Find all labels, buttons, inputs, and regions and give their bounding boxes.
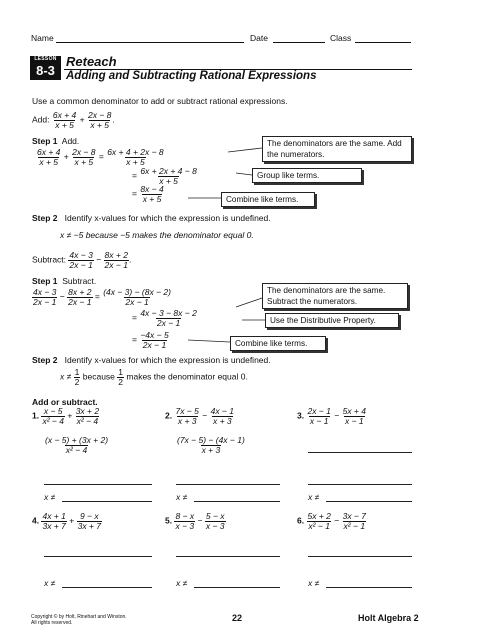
sub-callout-same-denominators: The denominators are the same. Subtract the numerators. xyxy=(262,283,408,309)
add-problem: Add: $\frac{6x + 4}{x + 5}$ + $\frac{2x - 8}{x + 5}$ . xyxy=(32,110,115,130)
x-not-equal-5: x ≠ xyxy=(176,578,188,588)
sub-callout-combine: Combine like terms. xyxy=(230,336,326,351)
answer-line[interactable] xyxy=(194,501,280,502)
problem-1: 1. $\frac{x - 5}{\text{x² − 4}}$ + $\frac{3x + 2}{\text{x² − 4}}$ xyxy=(32,406,100,426)
rights-text: All rights reserved. xyxy=(31,620,73,626)
exercises-heading: Add or subtract. xyxy=(32,397,98,407)
problem-5: 5. $\frac{8 - x}{x - 3}$ − $\frac{5 - x}{x - 3}$ xyxy=(165,511,225,531)
footer-copyright xyxy=(31,614,127,626)
date-label: Date xyxy=(250,33,268,43)
sub-exclusion: x ≠ $\frac{1}{2}$ because $\frac{1}{2}$ makes the denominator equal 0. xyxy=(60,367,248,387)
add-callout-same-denominators: The denominators are the same. Add the numerators. xyxy=(262,136,412,162)
problem-6: 6. $\frac{5x + 2}{\text{x² − 1}}$ − $\frac{3x - 7}{\text{x² − 1}}$ xyxy=(297,511,366,531)
problem-1-work: $\frac{(x - 5) + (3x + 2)}{\text{x² − 4}}$ xyxy=(45,435,109,455)
x-not-equal-4: x ≠ xyxy=(44,578,56,588)
sub-line2: = $\frac{4x - 3 - 8x - 2}{2x - 1}$ xyxy=(132,308,197,328)
sub-line3: = $\frac{-4x - 5}{2x - 1}$ xyxy=(132,330,169,350)
problem-2: 2. $\frac{7x - 5}{x + 3}$ − $\frac{4x - 1}{x + 3}$ xyxy=(165,406,234,426)
sub-line1: $\frac{4x - 3}{2x - 1}$ − $\frac{8x + 2}{2x - 1}$ = $\frac{(4x - 3) - (8x - 2)}{2x - 1}$ xyxy=(33,287,171,307)
answer-line[interactable] xyxy=(326,587,412,588)
lesson-tag: LESSON xyxy=(34,56,57,62)
class-label: Class xyxy=(330,33,352,43)
problem-3: 3. $\frac{2x - 1}{x - 1}$ − $\frac{5x + 4}{x - 1}$ xyxy=(297,406,366,426)
page-number: 22 xyxy=(232,613,243,623)
answer-line[interactable] xyxy=(308,452,412,453)
x-not-equal-6: x ≠ xyxy=(308,578,320,588)
answer-line[interactable] xyxy=(62,587,152,588)
name-label: Name xyxy=(31,33,54,43)
answer-line[interactable] xyxy=(194,587,280,588)
sub-problem: Subtract: $\frac{4x - 3}{2x - 1}$ − $\frac{8x + 2}{2x - 1}$ . xyxy=(32,250,132,270)
copyright-text: Copyright © by Holt, Rinehart and Winston. xyxy=(31,614,127,620)
add-line1: $\frac{6x + 4}{x + 5}$ + $\frac{2x - 8}{x + 5}$ = $\frac{6x + 4 + 2x - 8}{x + 5}$ xyxy=(37,147,164,167)
add-callout-combine: Combine like terms. xyxy=(221,192,315,207)
add-line2: = $\frac{6x + 2x + 4 - 8}{x + 5}$ xyxy=(132,166,197,186)
answer-line[interactable] xyxy=(176,484,280,485)
x-not-equal-3: x ≠ xyxy=(308,492,320,502)
reteach-label: Reteach xyxy=(66,54,117,69)
add-step2: Step 2 Identify x-values for which the expression is undefined. xyxy=(32,213,271,223)
sub-step1: Step 1 Subtract. xyxy=(32,276,97,286)
intro-text: Use a common denominator to add or subtract rational expressions. xyxy=(32,96,288,106)
lesson-title: Adding and Subtracting Rational Expressions xyxy=(66,70,317,82)
add-label: Add: xyxy=(32,114,50,125)
answer-line[interactable] xyxy=(44,484,152,485)
add-exclusion: x ≠ −5 because −5 makes the denominator equal 0. xyxy=(60,230,254,240)
problem-4: 4. $\frac{4x + 1}{3x + 7}$ + $\frac{9 - x}{3x + 7}$ xyxy=(32,511,101,531)
answer-line[interactable] xyxy=(308,556,412,557)
book-title: Holt Algebra 2 xyxy=(358,613,419,623)
lesson-number: 8-3 xyxy=(36,63,55,78)
add-line3: = $\frac{8x - 4}{x + 5}$ xyxy=(132,184,164,204)
answer-line[interactable] xyxy=(326,501,412,502)
sub-label: Subtract: xyxy=(32,254,67,265)
answer-line[interactable] xyxy=(44,556,152,557)
sub-step2: Step 2 Identify x-values for which the expression is undefined. xyxy=(32,355,271,365)
add-callout-group: Group like terms. xyxy=(252,168,362,183)
x-not-equal-2: x ≠ xyxy=(176,492,188,502)
answer-line[interactable] xyxy=(62,501,152,502)
x-not-equal-1: x ≠ xyxy=(44,492,56,502)
problem-2-work: $\frac{(7x - 5) - (4x - 1)}{x + 3}$ xyxy=(177,435,245,455)
answer-line[interactable] xyxy=(176,556,280,557)
add-step1: Step 1 Add. xyxy=(32,136,80,146)
answer-line[interactable] xyxy=(308,484,412,485)
sub-callout-distributive: Use the Distributive Property. xyxy=(265,313,399,328)
